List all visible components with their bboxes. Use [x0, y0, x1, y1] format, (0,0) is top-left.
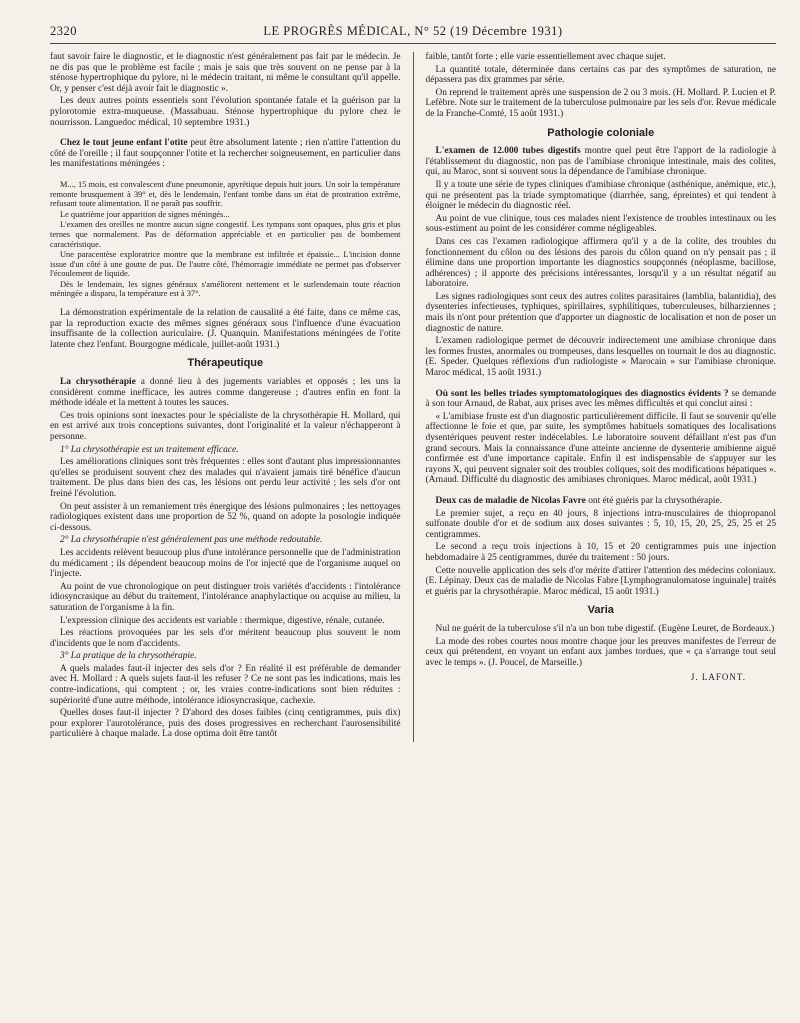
paragraph: On peut assister à un remaniement très énergique des lésions pulmonaires ; les nettoyages radiologiques existent dans une proportion de 52 %, quand on adopte la posologie indiquée ci-dessous. [50, 501, 401, 533]
paragraph: Le premier sujet, a reçu en 40 jours, 8 injections intra-musculaires de thiopropanol sulfonate double d'or et de sodium aux doses suivantes : 5, 10, 15, 20, 25, 25, 25 et 25 centigrammes. [425, 508, 777, 540]
left-column [50, 52, 401, 742]
paragraph: A quels malades faut-il injecter des sels d'or ? En réalité il est préférable de demander avec H. Mollard : A quels sujets faut-il les refuser ? Ce ne sont pas les indications, mais les contre-indications, qui comptent ; or, les vraies contre-indications sont bien réduites : supériorité d'une autre méthode, intolérance idiosyncrasique, cachexie. [50, 663, 401, 706]
lead-text: Où sont les belles triades symptomatologiques des diagnostics évidents ? [435, 388, 729, 399]
journal-title: LE PROGRÈS MÉDICAL, N° 52 (19 Décembre 1931) [263, 24, 563, 38]
paragraph: faut savoir faire le diagnostic, et le diagnostic n'est généralement pas fait par le médecin. Je ne dis pas que le problème est facile ; mais je sais que très souvent on ne pense par à la sténose hypertrophique du pylore, ni le médecin traitant, ni même le consultant qu'il appelle. Or, y penser c'est déjà avoir fait le diagnostic ». [50, 52, 401, 94]
paragraph: Quelles doses faut-il injecter ? D'abord des doses faibles (cinq centigrammes, puis dix) pour explorer l'aurotolérance, puis des doses progressives en recherchant l'aurosensibilité particulière à chaque malade. La dose optima doit être tantôt [50, 708, 401, 740]
author-signature: J. LAFONT. [690, 672, 747, 683]
observation-line: L'examen des oreilles ne montre aucun signe congestif. Les tympans sont opaques, plus gris et plus ternes que normalement. Pas de déformation appréciable et en particulier pas de bombement caractéristique. [50, 220, 401, 249]
paragraph: « L'amibiase fruste est d'un diagnostic particulièrement difficile. Il faut se souvenir qu'elle affectionne le foie et que, par suite, les symptômes habituels somatiques des localisations dysentériques peuvent rester indécelables. Le laboratoire souvent défaillant n'est pas d'un grand secours. Mais la connaissance d'une atteinte ancienne de dysenterie amibienne aiguë confirmée est d'une importance capitale. Enfin il est indispensable de s'appuyer sur les rayons X, qui peuvent signaler soit des troubles coliques, soit des modifications hépatiques ». (Arnaud. Difficulté du diagnostic des amibiases chroniques. Maroc médical, août 1931.) [425, 411, 777, 486]
section-heading: Pathologie coloniale [547, 126, 655, 139]
section-heading: Thérapeutique [187, 357, 264, 370]
paragraph: Le second a reçu trois injections à 10, 15 et 20 centigrammes puis une injection hebdomadaire à 25 centigrammes, durée du traitement : 50 jours. [425, 542, 777, 563]
section-heading: Varia [587, 604, 614, 617]
paragraph: Les deux autres points essentiels sont l'évolution spontanée fatale et la guérison par la pylorotomie extra-muqueuse. (Massabuau. Sténose hypertrophique du pylore chez le nourrisson. Languedoc médical, 10 septembre 1931.) [50, 96, 401, 128]
paragraph: L'examen de 12.000 tubes digestifs montre quel peut être l'apport de la radiologie à l'établissement du diagnostic, non pas de l'amibiase chronique intestinale, mais des colites, qui, au Maroc, sont si souvent sous la dépendance de l'amibiase chronique. [425, 146, 777, 178]
lead-text: Chez le tout jeune enfant l'otite [60, 138, 188, 149]
paragraph: 1° La chrysothérapie est un traitement efficace. [60, 444, 239, 455]
page-number: 2320 [50, 24, 77, 38]
right-column [426, 52, 777, 742]
paragraph: Les signes radiologiques sont ceux des autres colites parasitaires (lamblia, balantidia), des dysenteries infectieuses, typhiques, spirillaires, syphilitiques, tuberculeuses, bilharziennes ; mais ils n'ont pour prétention que d'apporter un diagnostic de localisation et non de poser un diagnostic de nature. [425, 291, 777, 334]
paragraph: Chez le tout jeune enfant l'otite peut être absolument latente ; rien n'attire l'attention du côté de l'oreille ; il faut soupçonner l'otite et la rechercher soigneusement, en particulier dans les manifestations méningées : [50, 138, 401, 170]
paragraph: Nul ne guérit de la tuberculose s'il n'a un bon tube digestif. (Eugène Leuret, de Bordeaux.) [435, 623, 775, 634]
observation-line: Une paracentèse exploratrice montre que la membrane est infiltrée et épaissie... L'incision donne issue d'un côté à une goutte de pus. De l'autre côté, l'hémorragie immédiate ne permet pas d'observer l'écoulement de liquide. [50, 250, 401, 279]
paragraph: L'examen radiologique permet de découvrir indirectement une amibiase chronique dans les formes frustes, anormales ou trompeuses, dans lesquelles on tournait le dos au diagnostic. (E. Speder. Quelques réflexions d'un radiologiste « Marocain » sur l'amibiase chronique. Maroc médical, 15 août 1931.) [425, 336, 777, 379]
paragraph: Où sont les belles triades symptomatologiques des diagnostics évidents ? se demande à son tour Arnaud, de Rabat, aux prises avec les mêmes difficultés et qui conclut ainsi : [425, 388, 777, 410]
paragraph: Les accidents relèvent beaucoup plus d'une intolérance personnelle que de l'administration du médicament ; ils dépendent beaucoup moins de l'or injecté que de l'organisme auquel on l'injecte. [50, 547, 401, 580]
paragraph: Au point de vue chronologique on peut distinguer trois variétés d'accidents : l'intolérance idiosyncrasique au début du traitement, l'intolérance anaphylactique ou acquise au milieu, la saturation de l'organisme à la fin. [50, 581, 401, 613]
paragraph: faible, tantôt forte ; elle varie essentiellement avec chaque sujet. [425, 52, 666, 62]
paragraph: La quantité totale, déterminée dans certains cas par des symptômes de saturation, ne dépassera pas dix grammes par série. [425, 64, 777, 86]
paragraph: Les améliorations cliniques sont très fréquentes : elles sont d'autant plus impressionnantes qu'elles se produisent souvent chez des malades qui n'avaient jamais tiré bénéfice d'aucun traitement. De plus dans bien des cas, les lésions ont perdu leur activité ; les sels d'or ont freiné l'évolution. [50, 457, 401, 499]
paragraph: Dans ces cas l'examen radiologique affirmera qu'il y a de la colite, des troubles du fonctionnement du côlon ou des lésions des parois du côlon quand on n'y pensait pas ; il élimine dans une proportion importante les diagnostics soupçonnés (néoplasme, bacillose, adhérences) ; il apporte des précisions intéressantes, lorsqu'il y a un résultat négatif au laboratoire. [425, 236, 777, 290]
column-divider [413, 52, 414, 742]
observation-block [50, 180, 401, 299]
paragraph: La chrysothérapie a donné lieu à des jugements variables et opposés ; les uns la considèrent comme inefficace, les autres comme dangereuse ; d'autres enfin en font la méthode idéale et la mettent à toutes les sauces. [50, 377, 401, 409]
paragraph: Deux cas de maladie de Nicolas Favre ont été guéris par la chrysothérapie. [435, 495, 722, 506]
lead-text: Deux cas de maladie de Nicolas Favre [435, 495, 586, 506]
paragraph: Ces trois opinions sont inexactes pour le spécialiste de la chrysothérapie H. Mollard, qui en est arrivé aux trois conceptions suivantes, dont l'originalité et la valeur n'échapperont à personne. [50, 410, 401, 442]
paragraph: 3° La pratique de la chrysothérapie. [60, 651, 197, 662]
lead-text: L'examen de 12.000 tubes digestifs [435, 146, 581, 157]
paragraph: Les réactions provoquées par les sels d'or méritent beaucoup plus souvent le nom d'incidents que le nom d'accidents. [50, 628, 401, 649]
page-header [50, 24, 776, 44]
observation-line: Le quatrième jour apparition de signes méningés... [60, 209, 230, 219]
paragraph: L'expression clinique des accidents est variable : thermique, digestive, rénale, cutanée. [60, 615, 385, 626]
paragraph: On reprend le traitement après une suspension de 2 ou 3 mois. (H. Mollard. P. Lucien et P. Lefèbre. Note sur le traitement de la tuberculose pulmonaire par les sels d'or. Revue médicale de la Franche-Comté, 15 août 1931.) [425, 87, 777, 119]
observation-line: Dès le lendemain, les signes généraux s'améliorent nettement et le surlendemain toute réaction méningée a disparu, la température est à 37°. [50, 279, 401, 299]
observation-line: M..., 15 mois, est convalescent d'une pneumonie, apyrétique depuis huit jours. Un soir la température remonte brusquement à 39° et, dès le lendemain, l'enfant tombe dans un état de prostration extrême, refusant toute alimentation. Il ne paraît pas souffrir. [50, 179, 401, 209]
paragraph: Au point de vue clinique, tous ces malades nient l'existence de troubles intestinaux ou les sous-estiment au point de les considérer comme négligeables. [425, 213, 777, 235]
paragraph: La démonstration expérimentale de la relation de causalité a été faite, dans ce même cas, par la reproduction exacte des mêmes signes généraux sous l'influence d'une évacuation insuffisante de la collection auriculaire. (J. Quanquin. Manifestations méningées de l'otite latente chez l'enfant. Bourgogne médicale, juillet-août 1931.) [50, 308, 401, 350]
lead-text: La chrysothérapie [60, 377, 136, 388]
paragraph: 2° La chrysothérapie n'est généralement pas une méthode redoutable. [60, 535, 323, 546]
paragraph: Cette nouvelle application des sels d'or mérite d'attirer l'attention des médecins coloniaux. (E. Lépinay. Deux cas de maladie de Nicolas Fabre [Lymphogranulomatose inguinale] traités et guéris par la chrysothérapie. Maroc médical, 15 août 1931.) [425, 565, 777, 597]
paragraph: La mode des robes courtes nous montre chaque jour les preuves manifestes de l'erreur de ceux qui prétendent, en voyant un enfant aux jambes tordues, que « ça s'arrange tout seul avec le temps ». (J. Poucel, de Marseille.) [425, 636, 777, 668]
paragraph: Il y a toute une série de types cliniques d'amibiase chronique (asthénique, anémique, etc.), qui ne présentent pas la triade symptomatique (diarrhée, sang, épreintes) et qui tendent à éloigner le médecin du diagnostic réel. [425, 179, 777, 212]
